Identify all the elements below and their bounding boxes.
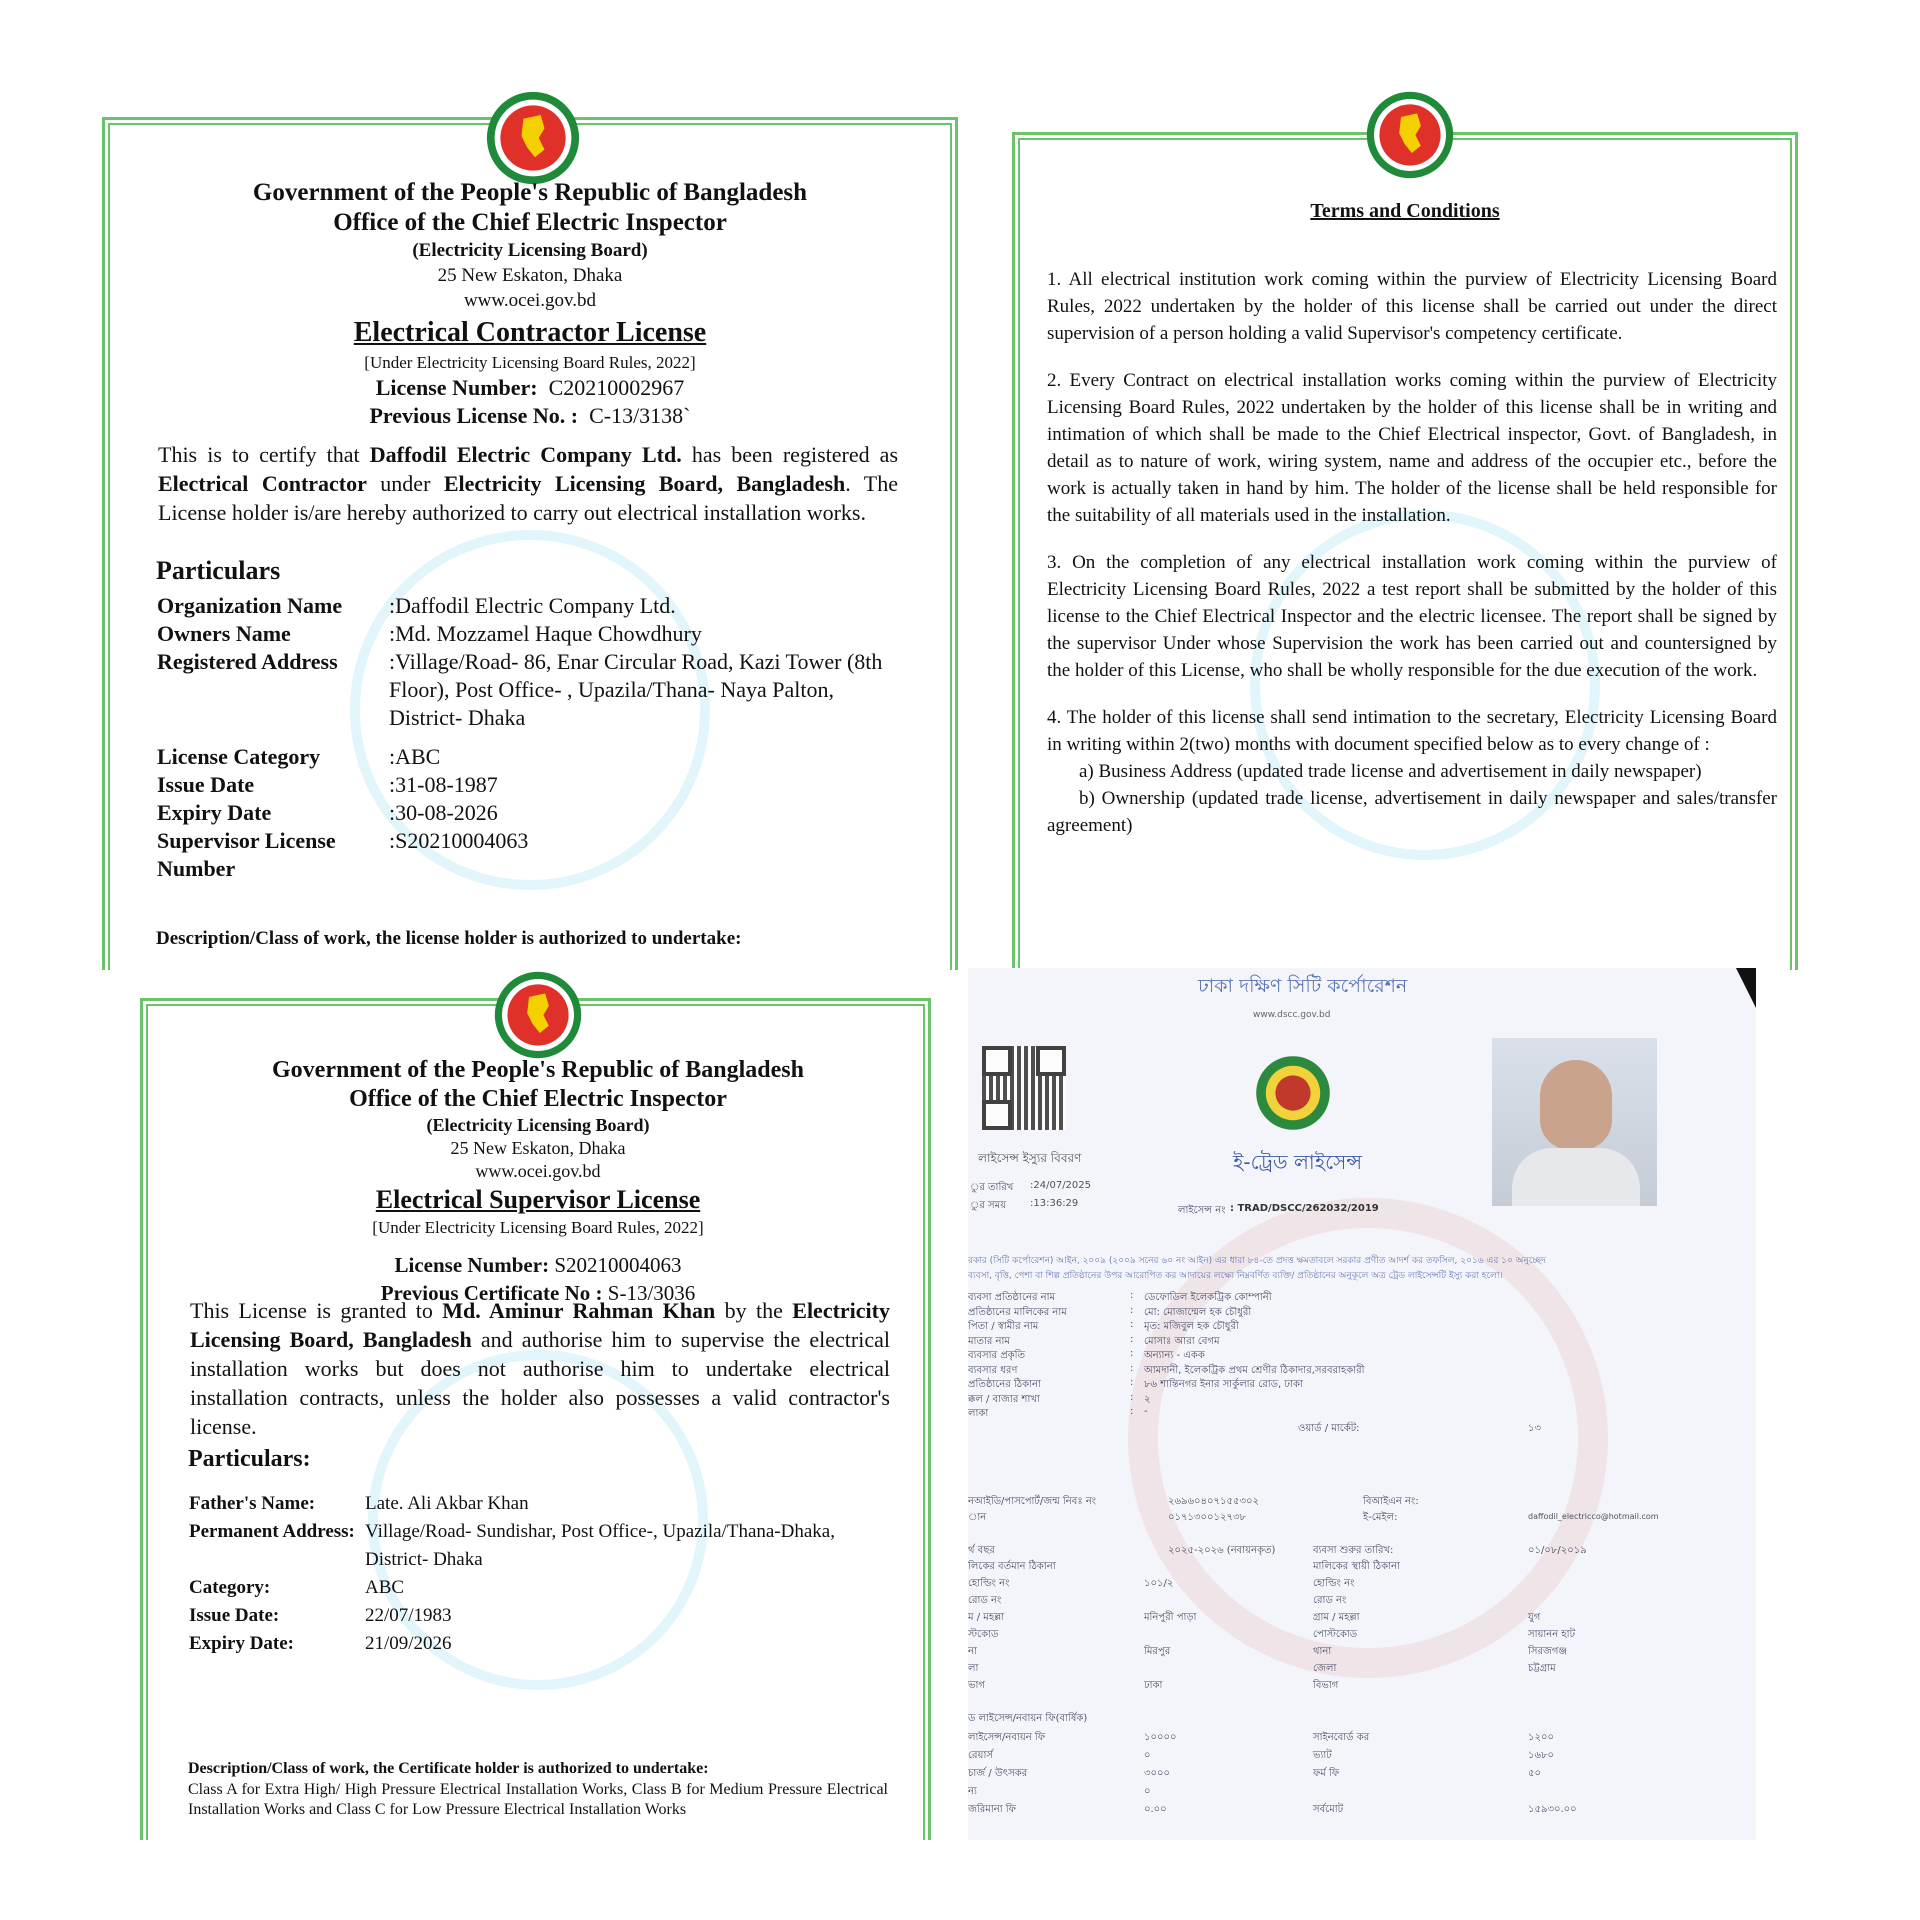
address-key: লা xyxy=(968,1663,979,1674)
particular-value: Village/Road- Sundishar, Post Office-, Upazila/Thana-Dhaka, District- Dhaka xyxy=(365,1521,835,1570)
corporation-website: www.dscc.gov.bd xyxy=(1253,1010,1331,1020)
trade-row xyxy=(968,1406,1728,1421)
bangladesh-govt-seal-icon xyxy=(493,970,583,1060)
terms-page xyxy=(1010,90,1800,970)
particular-value: :Village/Road- 86, Enar Circular Road, Kazi Tower (8th Floor), Post Office- , Upazila/Thana- Naya Palton, District- Dhaka xyxy=(389,649,883,730)
corporation-name: ঢাকা দক্ষিণ সিটি কর্পোরেশন xyxy=(1198,975,1408,997)
ward-label: ওয়ার্ড / মার্কেট: xyxy=(1298,1423,1360,1434)
address-key-2: রোড নং xyxy=(1313,1595,1347,1606)
particular-value: :ABC xyxy=(389,744,441,769)
trade-row-value: আমদানী, ইলেকট্রিক প্রথম শ্রেণীর ঠিকাদার,সরবরাহকারী xyxy=(1144,1364,1365,1376)
fee-value-2: ১৬৮০ xyxy=(1528,1750,1554,1761)
license-no-value: : TRAD/DSCC/262032/2019 xyxy=(1230,1203,1379,1214)
photo-owner xyxy=(1492,1038,1657,1206)
office-heading: Office of the Chief Electric Inspector xyxy=(349,1086,727,1112)
term-2: 2. Every Contract on electrical installation works coming within the purview of Electricity Licensing Board Rules, 2022 undertaken by the holder of this license shall be in writing and intimation of which shall be made to the Chief Electrical inspector, Govt. of Bangladesh, in detail as to nature of work, wiring system, name and address of the occupier etc., before the work is actually taken in hand by him. The holder of the license shall be held responsible for the suitability of all materials used in the installation. xyxy=(1047,370,1777,526)
particular-value: :S20210004063 xyxy=(389,828,529,853)
particulars-row xyxy=(189,1630,899,1658)
address-row xyxy=(968,1593,1728,1610)
fee-key: চার্জ / উৎসকর xyxy=(968,1768,1028,1779)
colon: : xyxy=(1130,1333,1134,1345)
particular-key: Organization Name xyxy=(157,593,343,618)
fee-row xyxy=(968,1802,1728,1820)
trade-row xyxy=(968,1363,1728,1378)
board-heading: (Electricity Licensing Board) xyxy=(412,240,648,261)
particulars-row xyxy=(157,799,907,827)
trade-row-key: ব্যবসার ধরণ xyxy=(968,1364,1018,1376)
license-no-label: লাইসেন্স নং xyxy=(1178,1205,1226,1216)
particular-key: Issue Date xyxy=(157,772,255,797)
fee-key: রেয়ার্স xyxy=(968,1750,993,1761)
particular-key: Expiry Date xyxy=(157,800,272,825)
fee-row xyxy=(968,1730,1728,1748)
address-key-2: থানা xyxy=(1313,1646,1332,1657)
address-key-2: হোল্ডিং নং xyxy=(1313,1578,1355,1589)
address-value: মনিপুরী পাড়া xyxy=(1144,1612,1197,1623)
address-key: রোড নং xyxy=(968,1595,1002,1606)
particulars-row xyxy=(189,1518,899,1574)
fee-value: ১০০০০ xyxy=(1144,1732,1177,1743)
page-title: Electrical Contractor License xyxy=(353,317,707,348)
trade-row-value: মো: মোজাম্মেল হক চৌধুরী xyxy=(1144,1306,1252,1318)
issue-info-label: লাইসেন্স ইস্যুর বিবরণ xyxy=(978,1151,1082,1165)
trade-row-value: ২ xyxy=(1144,1393,1151,1405)
fee-key-2: সাইনবোর্ড কর xyxy=(1313,1732,1370,1743)
particular-key: Supervisor License Number xyxy=(157,828,336,881)
fee-details xyxy=(968,1730,1728,1820)
fee-row xyxy=(968,1748,1728,1766)
date-value: :24/07/2025 xyxy=(1030,1180,1092,1191)
colon: : xyxy=(1130,1319,1134,1330)
supervisor-license xyxy=(138,970,938,1840)
particular-key: License Category xyxy=(157,744,321,769)
address-details xyxy=(968,1576,1728,1695)
fee-value: ০ xyxy=(1144,1750,1151,1761)
colon: : xyxy=(1130,1362,1134,1374)
fee-value-2: ১২০০ xyxy=(1528,1732,1554,1743)
fee-row xyxy=(968,1766,1728,1784)
trade-row-key: প্রতিষ্ঠানের মালিকের নাম xyxy=(968,1306,1067,1318)
term-4b: b) Ownership (updated trade license, advertisement in daily newspaper and sales/transfer agreement) xyxy=(1047,788,1777,836)
particular-value: ABC xyxy=(365,1577,405,1598)
particular-key: Father's Name: xyxy=(189,1493,316,1514)
work-description: Description/Class of work, the license holder is authorized to undertake: xyxy=(156,928,742,949)
start-label: ব্যবসা শুরুর তারিখ: xyxy=(1313,1545,1394,1556)
particulars-row xyxy=(157,592,907,620)
office-website: www.ocei.gov.bd xyxy=(463,290,597,311)
address-row xyxy=(968,1678,1728,1695)
trade-row-key: পিতা / স্বামীর নাম xyxy=(968,1321,1039,1332)
particulars-row xyxy=(157,771,907,799)
particulars-table xyxy=(189,1490,899,1658)
address-key: ভাগ xyxy=(968,1680,985,1691)
trade-row xyxy=(968,1392,1728,1407)
particular-key: Registered Address xyxy=(157,649,338,674)
fee-key-2: সর্বমোট xyxy=(1313,1804,1344,1815)
address-key-2: জেলা xyxy=(1313,1663,1337,1674)
trade-row xyxy=(968,1334,1728,1349)
bin-label: বিআইএন নং: xyxy=(1363,1496,1419,1507)
trade-row xyxy=(968,1305,1728,1320)
trade-row-key: মাতার নাম xyxy=(968,1335,1010,1347)
dscc-logo-icon xyxy=(1253,1053,1333,1133)
address-key-2: বিভাগ xyxy=(1313,1680,1339,1691)
term-4: 4. The holder of this license shall send intimation to the secretary, Electricity Licensing Board in writing within 2(two) months with document specified below as to every change of : xyxy=(1047,707,1777,755)
trade-row-value: ৮৬ শান্তিনগর ইনার সার্কুলার রোড, ঢাকা xyxy=(1144,1379,1303,1390)
address-value: ঢাকা xyxy=(1144,1680,1163,1691)
fee-key: জরিমানা ফি xyxy=(968,1804,1016,1815)
terms-body xyxy=(1047,266,1777,839)
fee-value: ০.০০ xyxy=(1144,1804,1167,1815)
colon: : xyxy=(1130,1406,1134,1417)
bangladesh-govt-seal-icon xyxy=(485,90,581,186)
trade-row-key: প্রতিষ্ঠানের ঠিকানা xyxy=(968,1379,1041,1390)
nid-value: ২৬৯৬০৪০৭১৫৫৩০২ xyxy=(1168,1496,1259,1507)
particular-value: :Md. Mozzamel Haque Chowdhury xyxy=(389,621,702,646)
address-value-2: সিরজগঞ্জ xyxy=(1528,1646,1568,1657)
address-row xyxy=(968,1661,1728,1678)
fee-value-2: ১৫৯৩০.০০ xyxy=(1528,1804,1577,1815)
office-heading: Office of the Chief Electric Inspector xyxy=(333,209,727,236)
particulars-row xyxy=(189,1490,899,1518)
colon: : xyxy=(1130,1348,1134,1359)
intro-line-1: রকার (সিটি কর্পোরেশন) আইন, ২০০৯ (২০০৯ সনের ৬০ নং আইন) এর ধারা ৮৪-তে প্রদত্ত ক্ষমতাবলে সরকার প্রণীত আদর্শ কর তফসিল, ২০১৬ এর ১০ অনুচ্ছেদ xyxy=(968,1256,1546,1266)
particular-value: 22/07/1983 xyxy=(365,1605,452,1626)
particulars-row xyxy=(189,1602,899,1630)
colon: : xyxy=(1130,1391,1134,1403)
page-title: Electrical Supervisor License xyxy=(375,1185,701,1214)
description-text: Class A for Extra High/ High Pressure Electrical Installation Works, Class B for Medium Pressure Electrical Installation Works and Class C for Low Pressure Electrical Installation Works xyxy=(188,1781,888,1818)
permanent-address-heading: মালিকের স্থায়ী ঠিকানা xyxy=(1313,1561,1400,1572)
fee-value: ০ xyxy=(1144,1786,1151,1797)
address-row xyxy=(968,1576,1728,1593)
fee-value-2: ৫০ xyxy=(1528,1768,1541,1779)
license-number: License Number: S20210004063 xyxy=(394,1253,682,1277)
term-4a: a) Business Address (updated trade license and advertisement in daily newspaper) xyxy=(1079,761,1702,782)
trade-row-key: লাকা xyxy=(968,1408,989,1419)
office-website: www.ocei.gov.bd xyxy=(475,1161,601,1181)
address-row xyxy=(968,1610,1728,1627)
trade-row xyxy=(968,1290,1728,1305)
particular-value: 21/09/2026 xyxy=(365,1633,452,1654)
particulars-table xyxy=(157,592,907,885)
intro-line-2: ব্যবসা, বৃত্তি, পেশা বা শিল্প প্রতিষ্ঠানের উপর আরোপিত কর আদায়ের লক্ষ্যে নিম্নবর্ণিত ব্যক্তি/ প্রতিষ্ঠানের অনুকূলে অত্র ট্রেড লাইসেন্সটি ইস্যু করা হলো। xyxy=(968,1271,1503,1281)
trade-details xyxy=(968,1290,1728,1421)
address-key: না xyxy=(968,1646,977,1657)
fee-key: ন্য xyxy=(968,1786,977,1797)
bangladesh-govt-seal-icon xyxy=(1365,90,1455,180)
time-label: ুর সময় xyxy=(970,1200,1007,1211)
current-address-heading: লিকের বর্তমান ঠিকানা xyxy=(968,1561,1056,1572)
email-label: ই-মেইল: xyxy=(1363,1512,1398,1523)
particulars-heading: Particulars: xyxy=(188,1446,311,1472)
address-value-2: সায়ানন হাট xyxy=(1528,1629,1576,1640)
trade-row-value: ডেফোডিল ইলেকট্রিক কোম্পানী xyxy=(1144,1292,1272,1303)
office-address: 25 New Eskaton, Dhaka xyxy=(450,1138,626,1158)
trade-row xyxy=(968,1348,1728,1363)
address-value-2: যুগ xyxy=(1528,1612,1541,1623)
terms-title: Terms and Conditions xyxy=(1310,200,1500,222)
address-row xyxy=(968,1644,1728,1661)
trade-row-value: - xyxy=(1144,1406,1148,1417)
term-3: 3. On the completion of any electrical installation work coming within the purview of Electricity Licensing Board Rules, 2022 a test report shall be submitted by the holder of this license to the Chief Electrical Inspector and the electric licensee. The report shall be signed by the supervisor Under whose Supervision the work has been carried out and countersigned by the holder of this License, who shall be wholly responsible for the due execution of the work. xyxy=(1047,552,1777,681)
address-value: মিরপুর xyxy=(1144,1646,1171,1657)
phone-value: ০১৭১৩০০১২৭৩৮ xyxy=(1168,1512,1246,1523)
particular-value: :31-08-1987 xyxy=(389,772,498,797)
address-row xyxy=(968,1627,1728,1644)
particular-value: :Daffodil Electric Company Ltd. xyxy=(389,593,676,618)
particular-key: Owners Name xyxy=(157,621,291,646)
fiscal-year-label: র্থ বছর xyxy=(968,1545,995,1556)
colon: : xyxy=(1130,1304,1134,1316)
email-value: daffodil_electricco@hotmail.com xyxy=(1528,1512,1659,1521)
colon: : xyxy=(1130,1290,1134,1301)
particular-key: Category: xyxy=(189,1577,271,1598)
date-label: ুর তারিখ xyxy=(970,1182,1014,1193)
e-trade-license xyxy=(968,968,1756,1840)
rules-note: [Under Electricity Licensing Board Rules, 2022] xyxy=(372,1218,704,1237)
previous-license: Previous License No. : C-13/3138` xyxy=(369,403,691,428)
fee-key-2: ভ্যাট xyxy=(1313,1750,1332,1761)
license-number: License Number: C20210002967 xyxy=(375,375,685,400)
fiscal-year-value: ২০২৫-২০২৬ (নবায়নকৃত) xyxy=(1168,1545,1276,1556)
board-heading: (Electricity Licensing Board) xyxy=(426,1115,650,1135)
particular-key: Issue Date: xyxy=(189,1605,280,1626)
corner-fold xyxy=(1736,968,1756,1008)
trade-row-key: ব্যবসার প্রকৃতি xyxy=(968,1350,1026,1361)
trade-row-value: মোসাঃ আরা বেগম xyxy=(1144,1335,1220,1347)
description-title: Description/Class of work, the Certificate holder is authorized to undertake: xyxy=(188,1760,709,1777)
certification-text: This is to certify that Daffodil Electric Company Ltd. has been registered as Electrical Contractor under Electricity Licensing Board, Bangladesh. The License holder is/are hereby authorized to carry out electrical installation works. xyxy=(158,442,899,525)
address-value: ১০১/২ xyxy=(1144,1578,1174,1589)
particulars-row xyxy=(189,1574,899,1602)
office-address: 25 New Eskaton, Dhaka xyxy=(437,265,623,286)
trade-row-value: অন্যান্য - একক xyxy=(1144,1350,1205,1361)
fee-heading: ড লাইসেন্স/নবায়ন ফি(বার্ষিক) xyxy=(968,1713,1088,1724)
start-value: ০১/০৮/২০১৯ xyxy=(1528,1545,1587,1556)
particulars-row xyxy=(157,743,907,771)
address-key: ম / মহল্লা xyxy=(968,1612,1005,1623)
address-value-2: চট্টগ্রাম xyxy=(1528,1663,1556,1674)
particular-key: Permanent Address: xyxy=(189,1521,355,1542)
fee-value: ৩০০০ xyxy=(1144,1768,1171,1779)
trade-row-value: মৃত: মজিবুল হক চৌধুরী xyxy=(1144,1321,1239,1332)
trade-row xyxy=(968,1319,1728,1334)
particulars-row xyxy=(157,620,907,648)
gov-heading: Government of the People's Republic of Bangladesh xyxy=(272,1057,804,1083)
previous-certificate: Previous Certificate No : S-13/3036 xyxy=(380,1281,696,1305)
particulars-row xyxy=(157,648,907,743)
time-value: :13:36:29 xyxy=(1030,1198,1079,1209)
term-1: 1. All electrical institution work coming within the purview of Electricity Licensing Board Rules, 2022 undertaken by the holder of this license shall be carried out under the direct supervision of a person holding a valid Supervisor's competency certificate. xyxy=(1047,269,1777,344)
particular-key: Expiry Date: xyxy=(189,1633,295,1654)
particulars-heading: Particulars xyxy=(156,556,281,585)
trade-row xyxy=(968,1377,1728,1392)
fee-row xyxy=(968,1784,1728,1802)
trade-row-key: ব্যবসা প্রতিষ্ঠানের নাম xyxy=(968,1292,1056,1303)
contractor-license xyxy=(100,90,970,970)
phone-label: ান xyxy=(968,1512,987,1523)
trade-row-key: ক্কল / বাজার শাখা xyxy=(968,1393,1040,1405)
ward-value: ১৩ xyxy=(1528,1423,1541,1434)
address-key-2: গ্রাম / মহল্লা xyxy=(1313,1612,1360,1623)
gov-heading: Government of the People's Republic of Bangladesh xyxy=(252,179,808,206)
address-key: স্টকোড xyxy=(968,1629,999,1640)
fee-key: লাইসেন্স/নবায়ন ফি xyxy=(968,1732,1046,1743)
qr-code xyxy=(982,1046,1066,1130)
address-key-2: পোস্টকোড xyxy=(1313,1629,1358,1640)
fee-key-2: ফর্ম ফি xyxy=(1313,1768,1340,1779)
particulars-row xyxy=(157,827,907,885)
rules-note: [Under Electricity Licensing Board Rules, 2022] xyxy=(364,353,696,372)
particular-value: Late. Ali Akbar Khan xyxy=(365,1493,529,1514)
colon: : xyxy=(1130,1377,1134,1388)
nid-label: নআইডি/পাসপোর্ট/জন্ম নিবঃ নং xyxy=(968,1496,1097,1507)
address-key: হোল্ডিং নং xyxy=(968,1578,1010,1589)
grant-text: This License is granted to Md. Aminur Rahman Khan by the Electricity Licensing Board, Bangladesh and authorise him to supervise the electrical installation works but does not authorise him to undertake electrical installation contracts, unless the holder also possesses a valid contractor's license. xyxy=(190,1298,891,1439)
particular-value: :30-08-2026 xyxy=(389,800,498,825)
trade-license-title: ই-ট্রেড লাইসেন্স xyxy=(1233,1150,1363,1174)
